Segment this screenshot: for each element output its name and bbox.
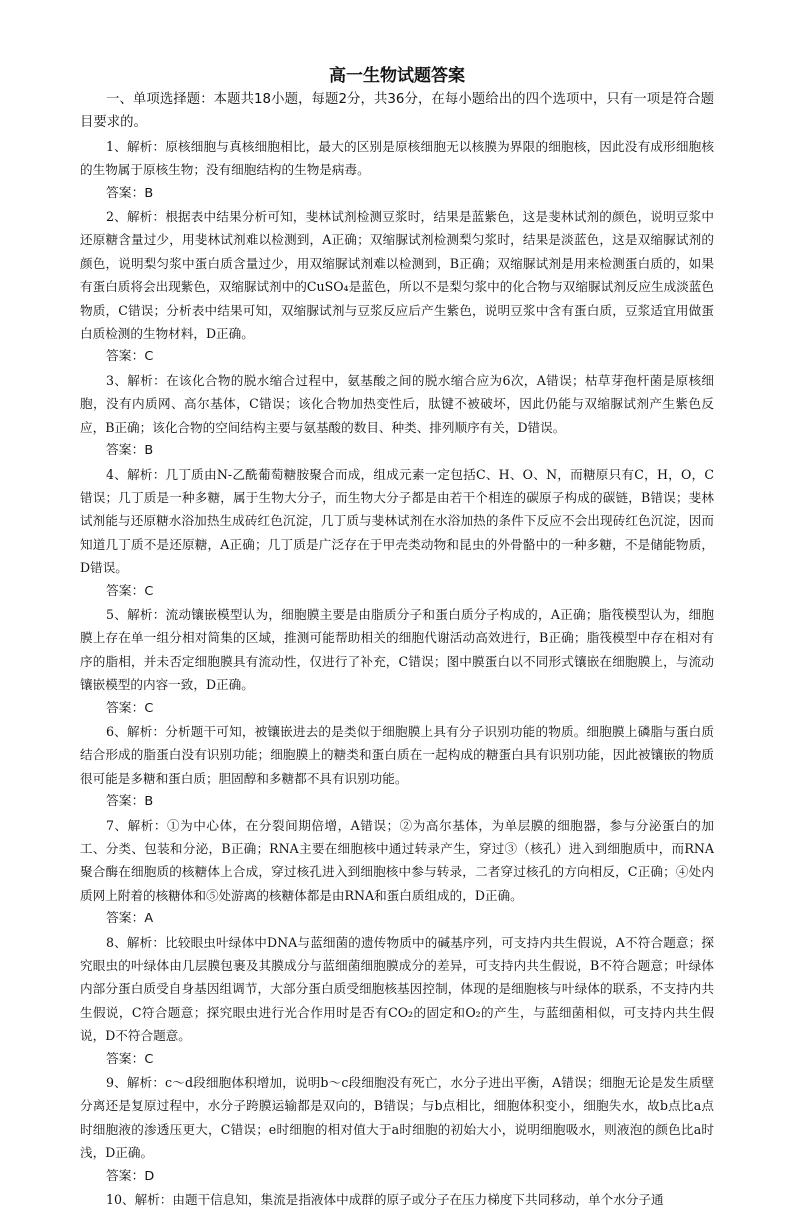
item-8-explanation: 8、解析：比较眼虫叶绿体中DNA与蓝细菌的遗传物质中的碱基序列，可支持内共生假说，A不符合题意；探究眼虫的叶绿体由几层膜包裹及其膜成分与蓝细菌细胞膜成分的差异，可支持内共生假说，B不符合题意；叶绿体内部分蛋白质受自身基因组调节，大部分蛋白质受细胞核基因控制，体现的是细胞核与叶绿体的联系，不支持内共生假说，C符合题意；探究眼虫进行光合作用时是否有CO₂的固定和O₂的产生，与蓝细菌相似，可支持内共生假说，D不符合题意。 [80,934,714,1044]
item-3-explanation: 3、解析：在该化合物的脱水缩合过程中，氨基酸之间的脱水缩合应为6次，A错误；枯草芽孢杆菌是原核细胞，没有内质网、高尔基体，C错误；该化合物加热变性后，肽键不被破坏，因此仍能与双缩脲试剂产生紫色反应，B正确；该化合物的空间结构主要与氨基酸的数目、种类、排列顺序有关，D错误。 [80,372,714,435]
item-3-answer: 答案：B [106,443,154,459]
item-4-answer: 答案：C [106,583,154,599]
item-1-explanation: 1、解析：原核细胞与真核细胞相比，最大的区别是原核细胞无以核膜为界限的细胞核，因此没有成形细胞核的生物属于原核生物；没有细胞结构的生物是病毒。 [80,138,714,178]
item-6-explanation: 6、解析：分析题干可知，被镶嵌进去的是类似于细胞膜上具有分子识别功能的物质。细胞膜上磷脂与蛋白质结合形成的脂蛋白没有识别功能；细胞膜上的糖类和蛋白质在一起构成的糖蛋白具有识别功能，因此被镶嵌的物质很可能是多糖和蛋白质；胆固醇和多糖都不具有识别功能。 [80,723,714,786]
item-6-answer: 答案：B [106,794,154,810]
item-4-explanation: 4、解析：几丁质由N-乙酰葡萄糖胺聚合而成，组成元素一定包括C、H、O、N，而糖原只有C，H，O，C错误；几丁质是一种多糖，属于生物大分子，而生物大分子都是由若干个相连的碳原子构成的碳链，B错误；斐林试剂能与还原糖水浴加热生成砖红色沉淀，几丁质与斐林试剂在水浴加热的条件下反应不会出现砖红色沉淀，因而知道几丁质不是还原糖，A正确；几丁质是广泛存在于甲壳类动物和昆虫的外骨骼中的一种多糖，不是储能物质，D错误。 [80,466,714,576]
item-5-answer: 答案：C [106,700,154,716]
item-1-answer: 答案：B [106,185,154,201]
page-title: 高一生物试题答案 [329,66,465,86]
item-2-answer: 答案：C [106,349,154,365]
item-9-explanation: 9、解析：c～d段细胞体积增加，说明b～c段细胞没有死亡，水分子进出平衡，A错误；细胞无论是发生质壁分离还是复原过程中，水分子跨膜运输都是双向的，B错误；与b点相比，细胞体积变小，细胞失水，故b点比a点时细胞液的渗透压更大，C错误；e时细胞的相对值大于a时细胞的初始大小，说明细胞吸水，则液泡的颜色比a时浅，D正确。 [80,1075,714,1161]
item-2-explanation: 2、解析：根据表中结果分析可知，斐林试剂检测豆浆时，结果是蓝紫色，这是斐林试剂的颜色，说明豆浆中还原糖含量过少，用斐林试剂难以检测到，A正确；双缩脲试剂检测梨匀浆时，结果是淡蓝色，这是双缩脲试剂的颜色，说明梨匀浆中蛋白质含量过少，用双缩脲试剂难以检测到，B正确；双缩脲试剂是用来检测蛋白质的，如果有蛋白质将会出现紫色，双缩脲试剂中的CuSO₄是蓝色，所以不是梨匀浆中的化合物与双缩脲试剂反应生成淡蓝色物质，C错误；分析表中结果可知，双缩脲试剂与豆浆反应后产生紫色，说明豆浆中含有蛋白质，豆浆适宜用做蛋白质检测的生物材料，D正确。 [80,209,714,342]
item-5-explanation: 5、解析：流动镶嵌模型认为，细胞膜主要是由脂质分子和蛋白质分子构成的，A正确；脂筏模型认为，细胞膜上存在单一组分相对简集的区域，推测可能帮助相关的细胞代谢活动高效进行，B正确；脂筏模型中存在相对有序的脂相，并未否定细胞膜具有流动性，仅进行了补充，C错误；图中膜蛋白以不同形式镶嵌在细胞膜上，与流动镶嵌模型的内容一致，D正确。 [80,606,714,693]
section-heading: 一、单项选择题：本题共18小题，每题2分，共36分，在每小题给出的四个选项中，只有一项是符合题目要求的。 [80,92,714,131]
item-10-explanation: 10、解析：由题干信息知，集流是指液体中成群的原子或分子在压力梯度下共同移动，单个水分子通 [106,1192,664,1208]
item-7-answer: 答案：A [106,911,154,927]
item-9-answer: 答案：D [106,1168,155,1184]
item-7-explanation: 7、解析：①为中心体，在分裂间期倍增，A错误；②为高尔基体，为单层膜的细胞器，参与分泌蛋白的加工、分类、包装和分泌，B正确；RNA主要在细胞核中通过转录产生，穿过③（核孔）进入到细胞质中，而RNA聚合酶在细胞质的核糖体上合成，穿过核孔进入到细胞核中参与转录，二者穿过核孔的方向相反，C正确；④处内质网上附着的核糖体和⑤处游离的核糖体都是由RNA和蛋白质组成的，D正确。 [80,817,714,903]
item-8-answer: 答案：C [106,1051,154,1067]
